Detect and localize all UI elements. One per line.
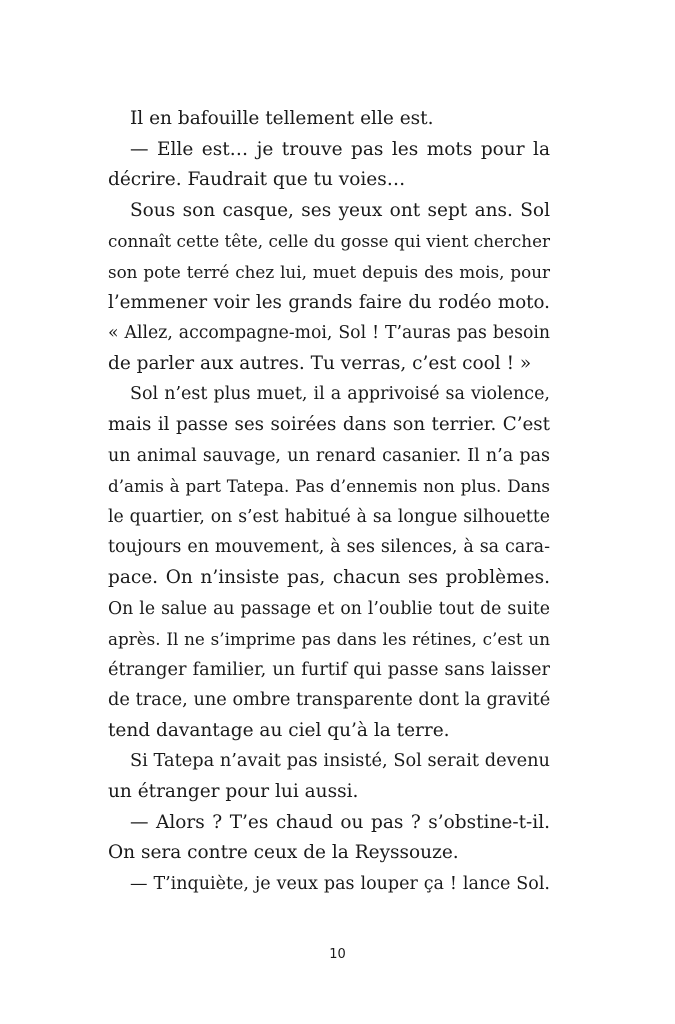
text-line: étranger familier, un furtif qui passe sans laisser xyxy=(108,659,550,680)
text-line: l’emmener voir les grands faire du rodéo moto. xyxy=(108,291,550,313)
text-line: d’amis à part Tatepa. Pas d’ennemis non plus. Dans xyxy=(108,476,550,497)
text-line: un étranger pour lui aussi. xyxy=(108,781,359,803)
text-line: Sol n’est plus muet, il a apprivoisé sa violence, xyxy=(130,384,550,405)
text-line: « Allez, accompagne-moi, Sol ! T’auras pas besoin xyxy=(108,323,550,344)
text-line: pace. On n’insiste pas, chacun ses problèmes. xyxy=(108,566,550,588)
text-line: — Alors ? T’es chaud ou pas ? s’obstine-t-il. xyxy=(130,811,550,833)
text-line: On le salue au passage et on l’oublie tout de suite xyxy=(108,598,550,619)
text-line: décrire. Faudrait que tu voies… xyxy=(108,169,406,191)
page-number: 10 xyxy=(329,947,346,962)
text-line: Il en bafouille tellement elle est. xyxy=(130,108,434,129)
text-line: — Elle est… je trouve pas les mots pour la xyxy=(130,138,550,160)
text-line: — T’inquiète, je veux pas louper ça ! lance Sol. xyxy=(130,873,550,894)
text-line: On sera contre ceux de la Reyssouze. xyxy=(108,842,459,864)
text-line: un animal sauvage, un renard casanier. Il n’a pas xyxy=(108,445,550,466)
text-line: tend davantage au ciel qu’à la terre. xyxy=(108,719,450,741)
text-line: de parler aux autres. Tu verras, c’est cool ! » xyxy=(108,352,532,374)
text-line: après. Il ne s’imprime pas dans les rétines, c’est un xyxy=(108,629,550,650)
text-line: connaît cette tête, celle du gosse qui vient chercher xyxy=(108,231,550,252)
text-line: toujours en mouvement, à ses silences, à sa cara- xyxy=(108,537,550,558)
text-line: son pote terré chez lui, muet depuis des mois, pour xyxy=(108,261,550,282)
text-line: le quartier, on s’est habitué à sa longue silhouette xyxy=(108,506,550,527)
text-line: mais il passe ses soirées dans son terrier. C’est xyxy=(108,413,550,435)
text-line: Si Tatepa n’avait pas insisté, Sol serait devenu xyxy=(130,751,550,772)
text-line: Sous son casque, ses yeux ont sept ans. Sol xyxy=(130,199,550,221)
text-line: de trace, une ombre transparente dont la gravité xyxy=(108,690,551,711)
body-text xyxy=(108,104,550,899)
